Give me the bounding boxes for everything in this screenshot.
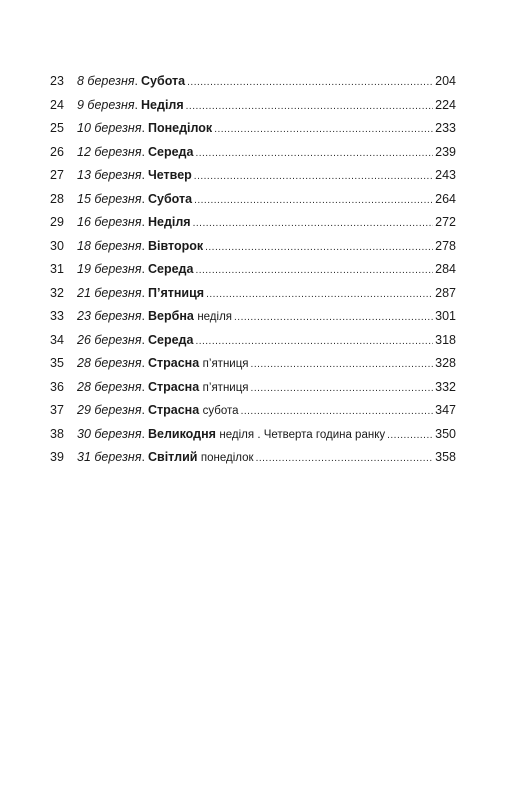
entry-date: 29 березня: [77, 403, 142, 417]
toc-entry: [50, 141, 456, 165]
toc-entry: [50, 70, 456, 94]
entry-page-number: 243: [435, 168, 456, 182]
entry-page-number: 328: [435, 356, 456, 370]
entry-number: 33: [50, 309, 64, 323]
entry-date: 13 березня: [77, 168, 142, 182]
entry-date-separator: .: [141, 450, 145, 464]
entry-date: 18 березня: [77, 238, 142, 253]
toc-entry: [50, 282, 456, 306]
dot-leader: [195, 330, 433, 354]
entry-day: Субота: [147, 191, 193, 206]
entry-number: 27: [50, 168, 64, 182]
toc-entry: [50, 446, 456, 470]
entry-subtitle: неділя . Четверта година ранку: [219, 428, 386, 441]
dot-leader: [187, 71, 433, 95]
entry-number: 26: [50, 144, 64, 159]
entry-date-separator: .: [141, 262, 145, 276]
entry-date: 28 березня: [77, 356, 142, 370]
entry-number: 34: [50, 332, 64, 347]
entry-date-separator: .: [141, 379, 145, 394]
entry-subtitle: п’ятниця: [202, 381, 249, 394]
entry-date: 10 березня: [77, 121, 142, 135]
entry-page-number: 278: [435, 238, 456, 253]
table-of-contents: [50, 70, 456, 470]
entry-date-separator: .: [141, 285, 145, 300]
toc-entry: [50, 258, 456, 282]
entry-day: Середа: [147, 262, 194, 276]
entry-date: 8 березня: [77, 74, 135, 88]
entry-date: 31 березня: [77, 450, 142, 464]
entry-page-number: 284: [435, 262, 456, 276]
entry-day: Страсна: [147, 403, 200, 417]
entry-subtitle: понеділок: [200, 452, 254, 464]
entry-date-separator: .: [134, 74, 139, 88]
entry-date-separator: .: [141, 215, 145, 229]
dot-leader: [234, 306, 433, 330]
entry-day: Понеділок: [147, 121, 213, 135]
entry-date-separator: .: [141, 238, 145, 253]
entry-date-separator: .: [141, 426, 145, 441]
toc-entry: [50, 376, 456, 400]
entry-date: 30 березня: [77, 426, 142, 441]
dot-leader: [205, 236, 433, 260]
entry-date-separator: .: [141, 332, 145, 347]
entry-page-number: 233: [435, 121, 456, 135]
entry-day: Світлий: [147, 450, 198, 464]
entry-subtitle: неділя: [197, 311, 233, 323]
entry-number: 39: [50, 450, 64, 464]
entry-number: 23: [50, 74, 64, 88]
entry-day: Вербна: [147, 309, 194, 323]
entry-page-number: 204: [435, 74, 456, 88]
entry-page-number: 318: [435, 332, 456, 347]
dot-leader: [241, 400, 434, 424]
entry-date: 19 березня: [77, 262, 142, 276]
entry-page-number: 301: [435, 309, 456, 323]
entry-page-number: 264: [435, 191, 456, 206]
toc-entry: [50, 399, 456, 423]
dot-leader: [195, 259, 433, 283]
entry-day: Великодня: [147, 426, 216, 441]
dot-leader: [251, 377, 434, 401]
entry-number: 32: [50, 285, 64, 300]
entry-page-number: 239: [435, 144, 456, 159]
entry-page-number: 358: [435, 450, 456, 464]
entry-day: Неділя: [147, 215, 191, 229]
entry-number: 36: [50, 379, 64, 394]
entry-page-number: 350: [435, 426, 456, 441]
toc-entry: [50, 164, 456, 188]
entry-date-separator: .: [141, 191, 145, 206]
entry-day: Середа: [147, 332, 194, 347]
entry-date: 9 березня: [77, 97, 135, 112]
entry-number: 29: [50, 215, 64, 229]
entry-number: 24: [50, 97, 64, 112]
entry-number: 25: [50, 121, 64, 135]
entry-subtitle: п’ятниця: [202, 358, 249, 370]
entry-day: П’ятниця: [147, 285, 205, 300]
dot-leader: [214, 118, 433, 142]
entry-date-separator: .: [141, 356, 145, 370]
toc-entry: [50, 235, 456, 259]
entry-date-separator: .: [141, 168, 145, 182]
dot-leader: [194, 189, 433, 213]
toc-entry: [50, 423, 456, 447]
entry-date-separator: .: [141, 144, 145, 159]
entry-day: Страсна: [147, 356, 200, 370]
entry-number: 28: [50, 191, 64, 206]
entry-page-number: 272: [435, 215, 456, 229]
entry-date: 15 березня: [77, 191, 142, 206]
dot-leader: [193, 212, 434, 236]
entry-number: 35: [50, 356, 64, 370]
entry-date: 12 березня: [77, 144, 142, 159]
entry-date-separator: .: [141, 403, 145, 417]
toc-entry: [50, 329, 456, 353]
toc-entry: [50, 117, 456, 141]
entry-day: Четвер: [147, 168, 192, 182]
entry-date-separator: .: [134, 97, 139, 112]
entry-page-number: 347: [435, 403, 456, 417]
toc-entry: [50, 352, 456, 376]
dot-leader: [251, 353, 434, 377]
entry-page-number: 332: [435, 379, 456, 394]
dot-leader: [206, 283, 433, 307]
entry-day: Страсна: [147, 379, 200, 394]
entry-date-separator: .: [141, 121, 145, 135]
entry-date: 23 березня: [77, 309, 142, 323]
entry-date-separator: .: [141, 309, 145, 323]
entry-number: 31: [50, 262, 64, 276]
entry-date: 21 березня: [77, 285, 142, 300]
entry-number: 37: [50, 403, 64, 417]
entry-day: Неділя: [141, 97, 184, 112]
entry-date: 26 березня: [77, 332, 142, 347]
dot-leader: [195, 142, 433, 166]
entry-page-number: 224: [435, 97, 456, 112]
entry-day: Вівторок: [147, 238, 204, 253]
dot-leader: [256, 447, 434, 471]
toc-entry: [50, 305, 456, 329]
entry-subtitle: субота: [202, 405, 239, 417]
toc-entry: [50, 188, 456, 212]
entry-page-number: 287: [435, 285, 456, 300]
dot-leader: [387, 424, 433, 448]
dot-leader: [186, 95, 433, 119]
entry-number: 38: [50, 426, 64, 441]
entry-date: 28 березня: [77, 379, 142, 394]
toc-entry: [50, 94, 456, 118]
entry-day: Субота: [141, 74, 186, 88]
dot-leader: [194, 165, 433, 189]
entry-day: Середа: [147, 144, 194, 159]
entry-date: 16 березня: [77, 215, 142, 229]
entry-number: 30: [50, 238, 64, 253]
toc-entry: [50, 211, 456, 235]
